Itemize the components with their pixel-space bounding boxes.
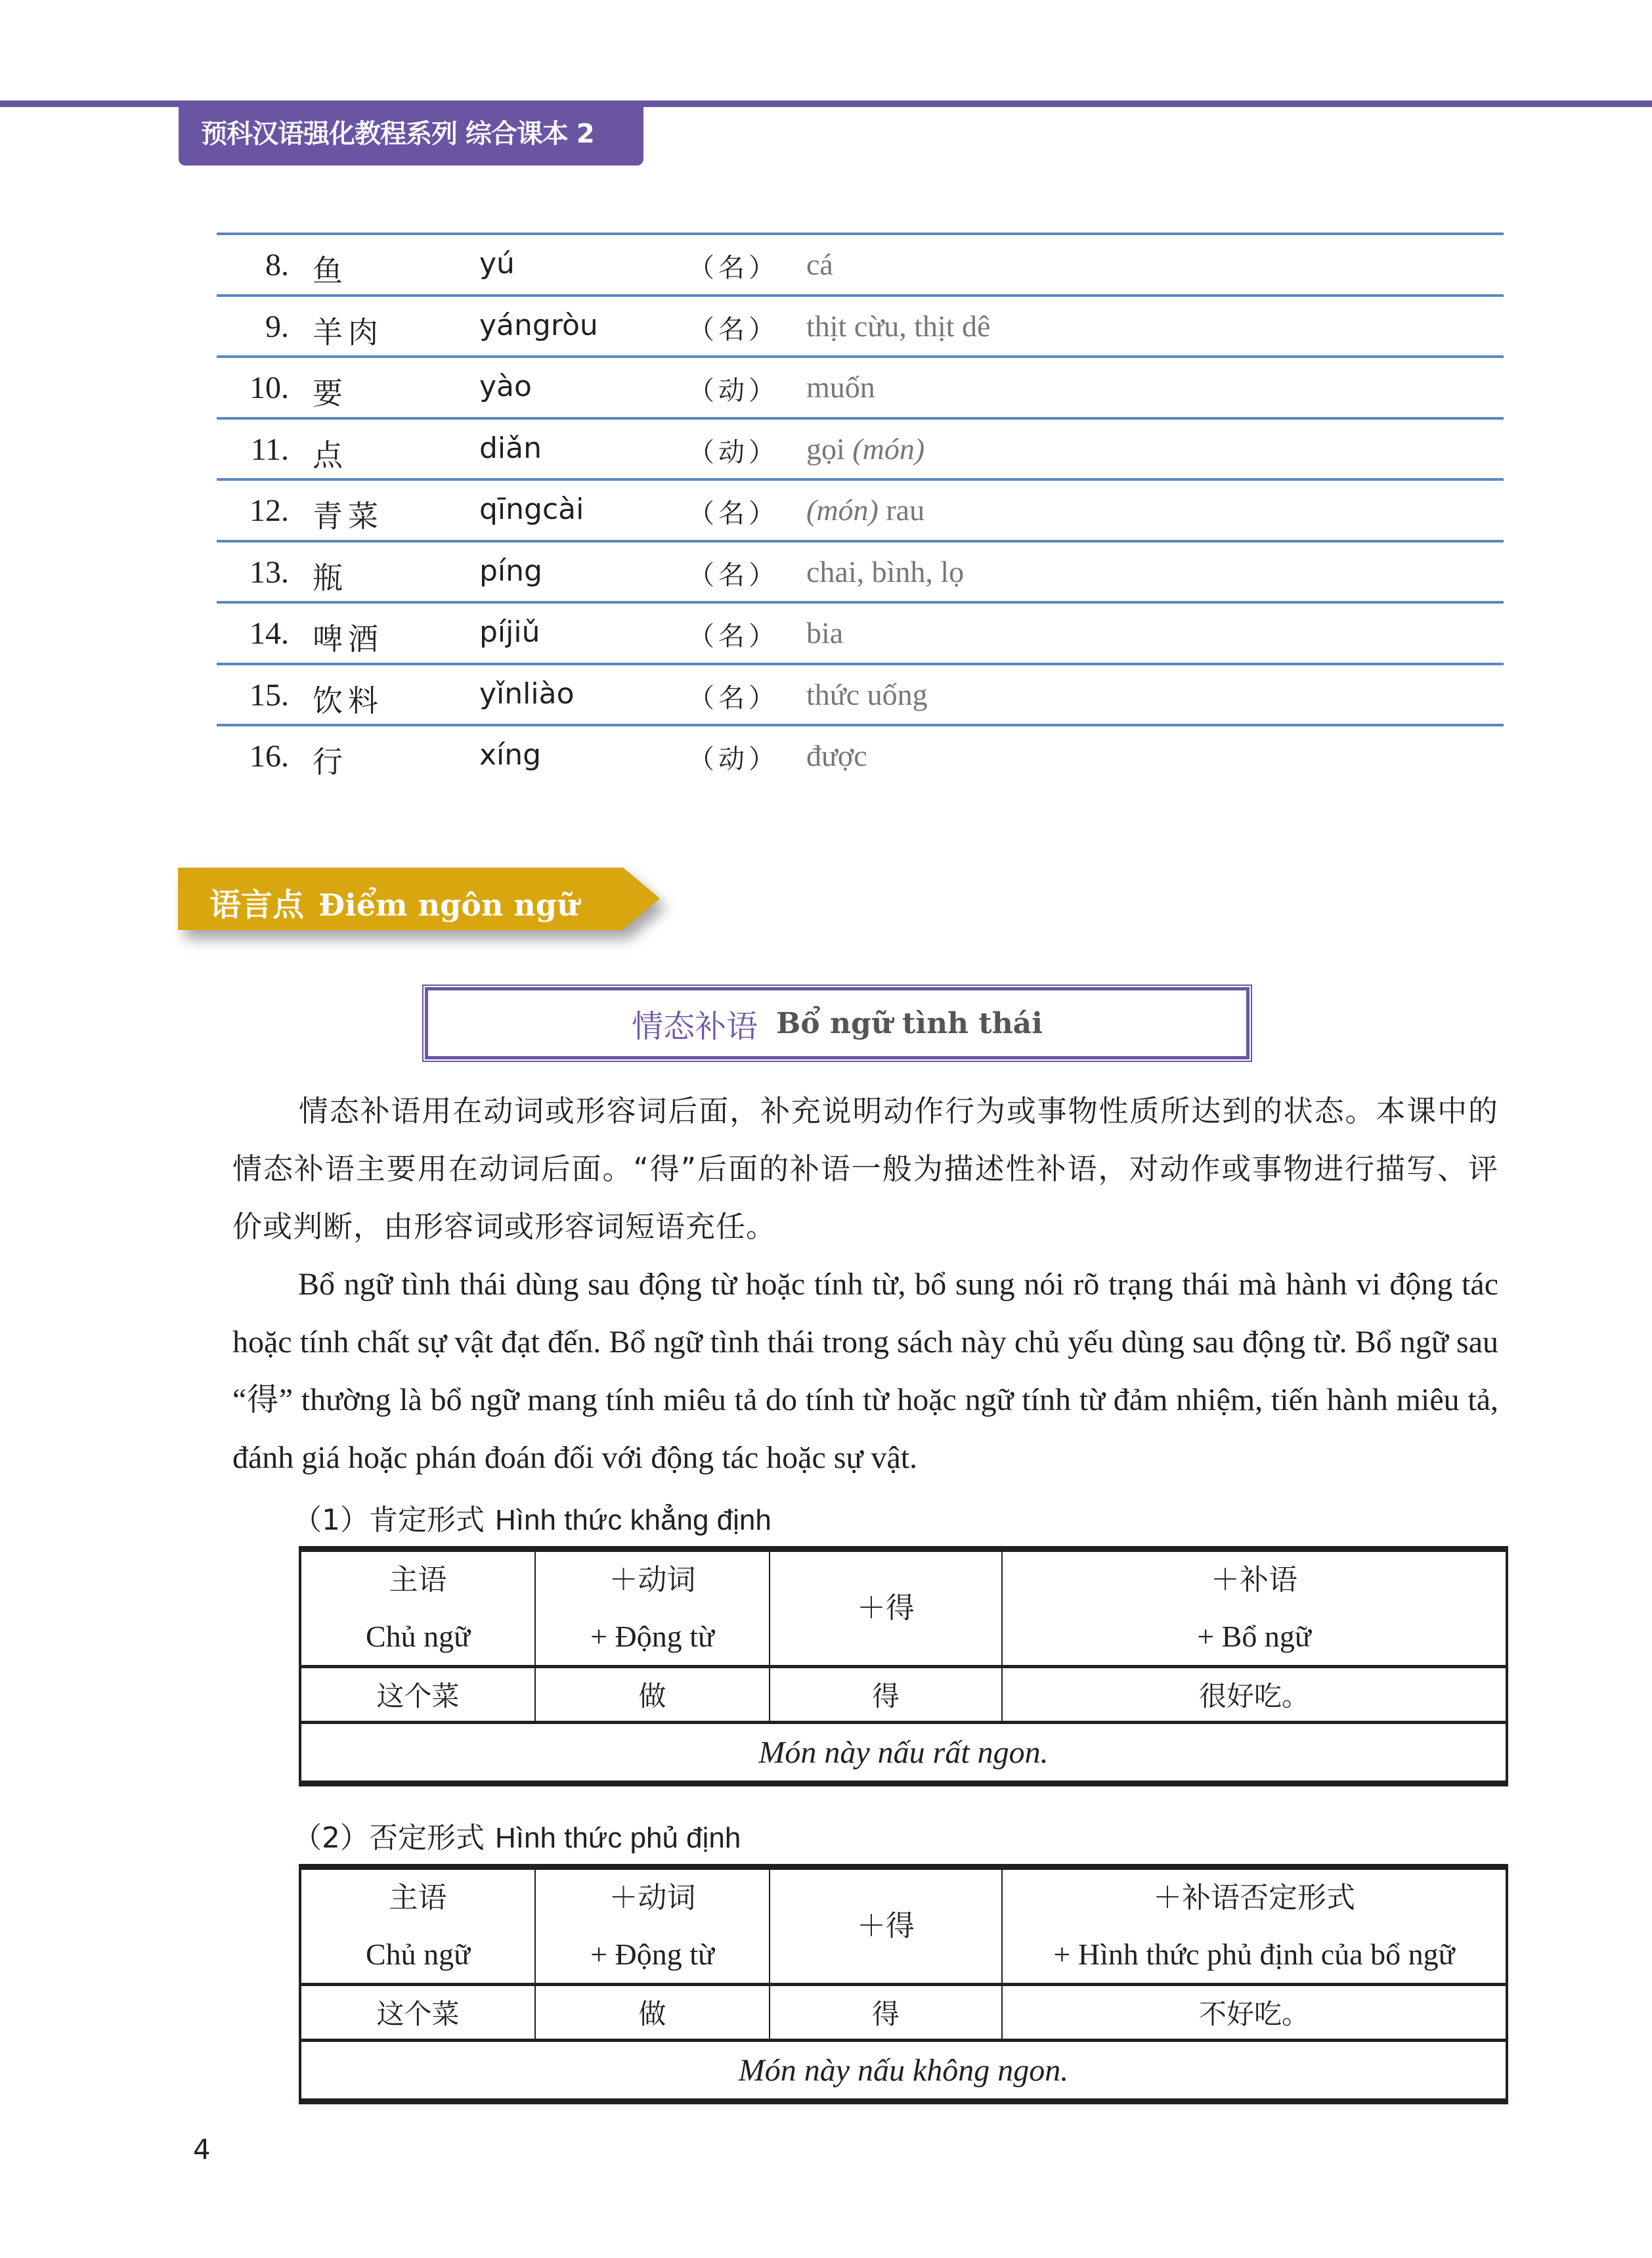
cell-vn: Chủ ngữ	[365, 1937, 471, 1971]
form-label-vn: Hình thức phủ định	[495, 1822, 741, 1854]
explanation-cn-text: 情态补语用在动词或形容词后面，补充说明动作行为或事物性质所达到的状态。本课中的情态补语主要用在动词后面。“得”后面的补语一般为描述性补语，对动作或事物进行描写、评价或判断，由形容词或形容词短语充任。	[232, 1094, 1498, 1244]
vocab-hanzi: 饮料	[313, 682, 383, 719]
cell-cn: ＋补语	[1211, 1563, 1297, 1597]
vocab-number: 15.	[250, 677, 289, 713]
vocab-number: 16.	[250, 739, 289, 774]
pattern-verb	[535, 1549, 770, 1667]
vocab-part-of-speech: （名）	[688, 682, 779, 713]
series-title: 预科汉语强化教程系列 综合课本 2	[201, 119, 594, 149]
form-label-cn: （1）肯定形式	[293, 1503, 485, 1537]
cell-cn: ＋动词	[609, 1881, 696, 1915]
grammar-title-vn: Bổ ngữ tình thái	[776, 1006, 1043, 1040]
meaning-italic: (món)	[806, 493, 879, 527]
explanation-vn-text: Bổ ngữ tình thái dùng sau động từ hoặc tính từ, bổ sung nói rõ trạng thái mà hành vi động tác hoặc tính chất sự vật đạt đến. Bổ ngữ tình thái trong sách này chủ yếu dùng sau động từ. Bổ ngữ sau “得” thường là bổ ngữ mang tính miêu tả do tính từ hoặc ngữ tính từ đảm nhiệm, tiến hành miêu tả, đánh giá hoặc phán đoán đối với động tác hoặc sự vật.	[232, 1267, 1498, 1475]
pattern-complement	[1002, 1867, 1507, 1985]
vocab-meaning: bia	[806, 616, 844, 650]
example-subject: 这个菜	[300, 1985, 535, 2041]
vocab-meaning: cá	[806, 248, 833, 281]
cell-cn: ＋得	[857, 1909, 915, 1943]
meaning-text: rau	[878, 493, 925, 527]
banner-arrow-tip	[623, 868, 660, 929]
form-label-cn: （2）否定形式	[293, 1821, 485, 1855]
affirmative-pattern-table	[299, 1546, 1508, 1786]
pattern-header-row	[300, 1867, 1507, 1985]
banner-title	[209, 879, 578, 925]
vocab-number: 8.	[265, 248, 289, 282]
vocab-part-of-speech: （名）	[688, 253, 779, 283]
vocab-pinyin: qīngcài	[479, 493, 584, 526]
vocab-row	[217, 724, 1504, 786]
vocab-pinyin: xíng	[479, 738, 542, 772]
pattern-subject	[300, 1549, 535, 1667]
vocab-meaning	[806, 432, 924, 466]
vocab-pinyin: yú	[479, 247, 515, 280]
meaning-text: gọi	[806, 432, 853, 466]
vocab-hanzi: 鱼	[313, 253, 348, 288]
meaning-italic: (món)	[852, 432, 925, 466]
vocab-number: 12.	[250, 493, 289, 528]
example-complement: 不好吃。	[1002, 1985, 1507, 2041]
example-verb: 做	[535, 1667, 770, 1723]
cell-cn: 主语	[389, 1881, 447, 1915]
example-translation: Món này nấu không ngon.	[300, 2041, 1507, 2102]
vocab-row	[217, 417, 1504, 479]
vocab-part-of-speech: （动）	[688, 376, 779, 406]
example-translation: Món này nấu rất ngon.	[300, 1723, 1507, 1784]
explanation-cn	[232, 1082, 1498, 1256]
vocab-pinyin: píng	[479, 554, 542, 588]
banner-title-cn: 语言点	[209, 887, 305, 923]
vocab-meaning: muốn	[806, 370, 875, 404]
vocab-meaning: chai, bình, lọ	[806, 554, 965, 588]
grammar-title-cn: 情态补语	[632, 1007, 758, 1045]
vocab-row	[217, 540, 1504, 602]
form-label-negative	[293, 1814, 741, 1856]
vocab-meaning: được	[806, 739, 867, 772]
grammar-title-box	[422, 985, 1252, 1062]
vocab-pinyin: diǎn	[479, 431, 542, 465]
vocab-row	[217, 601, 1504, 663]
vocab-row	[217, 355, 1504, 417]
vocab-pinyin: yǐnliào	[479, 676, 575, 711]
example-row	[300, 1667, 1507, 1723]
vocab-hanzi: 行	[313, 744, 348, 780]
vocab-hanzi: 羊肉	[313, 314, 383, 350]
pattern-de	[770, 1549, 1002, 1667]
form-label-vn: Hình thức khẳng định	[495, 1504, 772, 1536]
negative-pattern-table	[299, 1864, 1508, 2104]
vocab-part-of-speech: （动）	[688, 744, 779, 774]
pattern-header-row	[300, 1549, 1507, 1667]
grammar-title-frame	[425, 987, 1250, 1059]
vocab-meaning: thức uống	[806, 677, 928, 711]
vocab-hanzi: 要	[313, 376, 348, 411]
example-verb: 做	[535, 1985, 770, 2041]
example-complement: 很好吃。	[1002, 1667, 1507, 1723]
cell-cn: 主语	[389, 1563, 447, 1597]
vocab-meaning	[806, 493, 924, 527]
vocab-part-of-speech: （名）	[688, 560, 779, 590]
vocabulary-table	[217, 232, 1504, 786]
cell-cn: ＋得	[857, 1591, 915, 1625]
vocab-part-of-speech: （动）	[688, 437, 779, 468]
cell-vn: Chủ ngữ	[365, 1620, 471, 1653]
vocab-hanzi: 青菜	[313, 498, 383, 534]
vocab-pinyin: yào	[479, 370, 532, 403]
explanation-vn	[232, 1256, 1498, 1487]
vocab-row	[217, 663, 1504, 724]
translation-row	[300, 2041, 1507, 2102]
cell-vn: + Động từ	[590, 1620, 714, 1653]
vocab-number: 9.	[265, 309, 289, 344]
vocab-pinyin: píjiǔ	[479, 615, 540, 649]
vocab-row	[217, 294, 1504, 356]
cell-cn: ＋动词	[609, 1563, 696, 1597]
vocab-part-of-speech: （名）	[688, 498, 779, 529]
vocab-pinyin: yángròu	[479, 308, 598, 342]
section-banner	[178, 868, 660, 930]
form-label-affirmative	[293, 1496, 772, 1538]
vocab-row	[217, 478, 1504, 540]
example-de: 得	[770, 1985, 1002, 2041]
vocab-part-of-speech: （名）	[688, 314, 779, 345]
translation-row	[300, 1723, 1507, 1784]
vocab-hanzi: 啤酒	[313, 621, 383, 657]
vocab-number: 13.	[250, 554, 289, 590]
pattern-subject	[300, 1867, 535, 1985]
page-number: 4	[193, 2133, 211, 2165]
vocab-hanzi: 点	[313, 437, 348, 473]
vocab-number: 14.	[250, 616, 289, 651]
pattern-verb	[535, 1867, 770, 1985]
vocab-number: 10.	[250, 370, 289, 405]
example-subject: 这个菜	[300, 1667, 535, 1723]
vocab-number: 11.	[250, 432, 289, 467]
cell-vn: + Hình thức phủ định của bổ ngữ	[1053, 1937, 1455, 1971]
example-row	[300, 1985, 1507, 2041]
cell-vn: + Động từ	[590, 1937, 714, 1971]
vocab-row	[217, 232, 1504, 294]
banner-title-vn: Điểm ngôn ngữ	[318, 887, 579, 923]
vocab-part-of-speech: （名）	[688, 621, 779, 652]
pattern-de	[770, 1867, 1002, 1985]
vocab-meaning: thịt cừu, thịt dê	[806, 309, 991, 343]
cell-vn: + Bổ ngữ	[1197, 1620, 1311, 1653]
vocab-hanzi: 瓶	[313, 560, 348, 596]
cell-cn: ＋补语否定形式	[1153, 1881, 1355, 1915]
example-de: 得	[770, 1667, 1002, 1723]
pattern-complement	[1002, 1549, 1507, 1667]
